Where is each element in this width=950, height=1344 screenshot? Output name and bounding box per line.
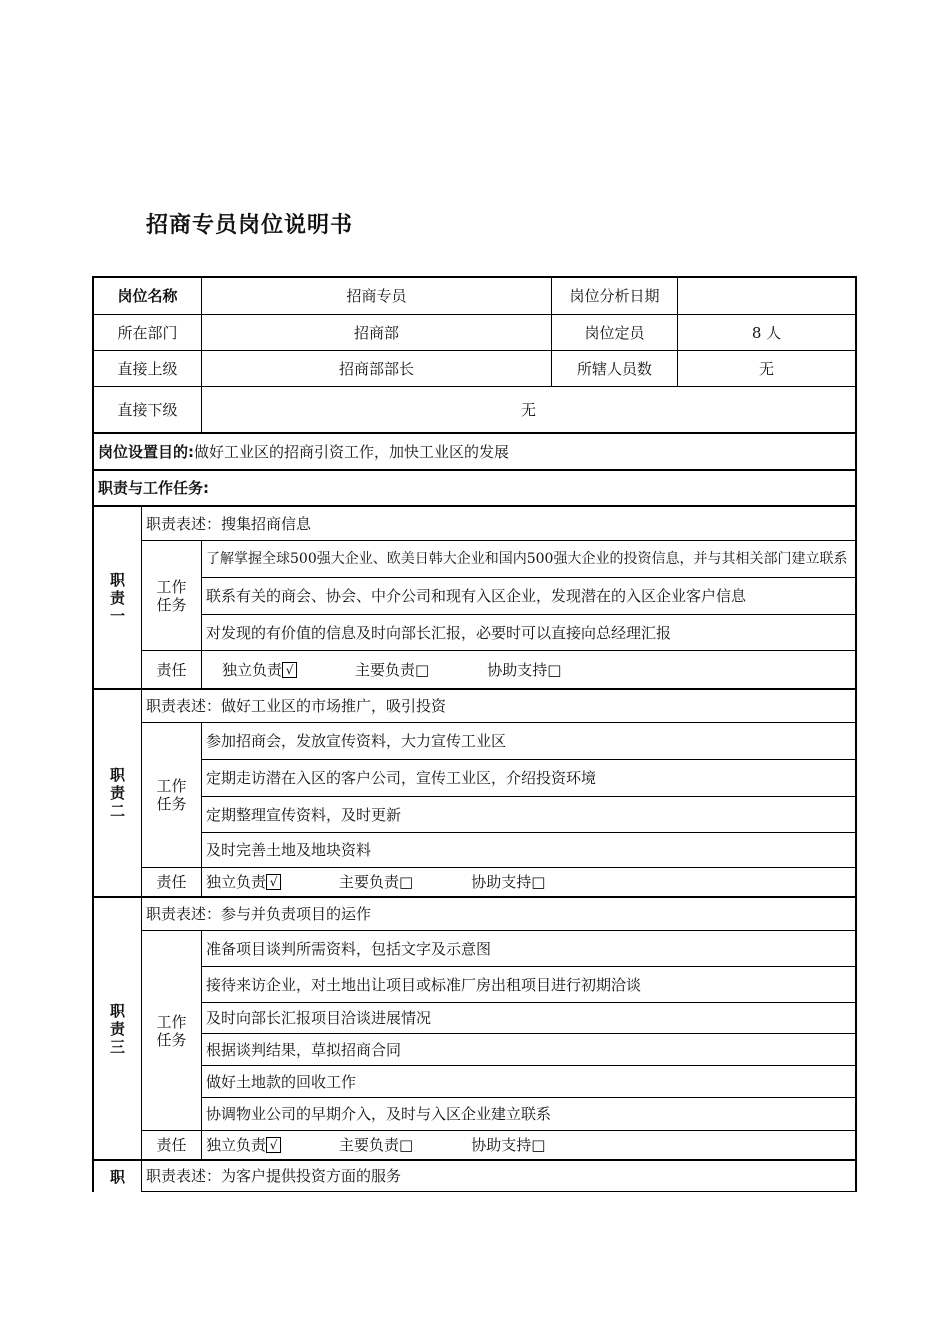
dept-label: 所在部门 bbox=[94, 314, 201, 350]
post-name-value: 招商专员 bbox=[201, 278, 551, 314]
subordinates-count-label: 所辖人员数 bbox=[551, 350, 677, 386]
analysis-date-label: 岗位分析日期 bbox=[551, 278, 677, 314]
duty-2-task-label: 工作 任务 bbox=[141, 722, 201, 867]
opt-main: 主要负责 bbox=[339, 1136, 400, 1154]
duty-3-name: 职 责 三 bbox=[94, 896, 141, 1159]
opt-main: 主要负责 bbox=[339, 873, 400, 891]
duty-3-resp-label: 责任 bbox=[141, 1130, 201, 1159]
opt-independent: 独立负责 bbox=[222, 660, 283, 679]
opt-assist: 协助支持 bbox=[487, 660, 548, 679]
duty-4-statement: 职责表述：为客户提供投资方面的服务 bbox=[141, 1159, 855, 1192]
duties-heading: 职责与工作任务: bbox=[94, 469, 855, 505]
duty-2-task-3: 定期整理宣传资料，及时更新 bbox=[201, 796, 855, 832]
duty-3-task-4: 根据谈判结果，草拟招商合同 bbox=[201, 1033, 855, 1065]
opt-assist: 协助支持 bbox=[471, 1136, 532, 1154]
job-description-table bbox=[92, 276, 857, 1192]
checkbox-checked-icon: √ bbox=[266, 874, 281, 890]
duty-2-name: 职 责 二 bbox=[94, 688, 141, 896]
duty-3-task-label: 工作 任务 bbox=[141, 930, 201, 1130]
duty-2-resp-label: 责任 bbox=[141, 867, 201, 896]
duty-4-name: 职 bbox=[94, 1159, 141, 1192]
duty-3-task-1: 准备项目谈判所需资料，包括文字及示意图 bbox=[201, 930, 855, 966]
opt-assist: 协助支持 bbox=[471, 873, 532, 891]
checkbox-empty-icon: □ bbox=[399, 1136, 414, 1154]
duty-3-task-5: 做好土地款的回收工作 bbox=[201, 1065, 855, 1097]
duty-2-task-4: 及时完善土地及地块资料 bbox=[201, 832, 855, 867]
page-title: 招商专员岗位说明书 bbox=[146, 213, 354, 238]
duty-3-task-3: 及时向部长汇报项目洽谈进展情况 bbox=[201, 1002, 855, 1033]
duty-1-resp-options bbox=[201, 650, 855, 688]
duty-1-task-3: 对发现的有价值的信息及时向部长汇报，必要时可以直接向总经理汇报 bbox=[201, 614, 855, 650]
subordinates-count-value: 无 bbox=[677, 350, 855, 386]
subordinate-label: 直接下级 bbox=[94, 386, 201, 432]
opt-independent: 独立负责 bbox=[206, 1136, 267, 1154]
opt-independent: 独立负责 bbox=[206, 873, 267, 891]
headcount-value: 8 人 bbox=[677, 314, 855, 350]
checkbox-empty-icon: □ bbox=[531, 873, 546, 891]
headcount-label: 岗位定员 bbox=[551, 314, 677, 350]
opt-main: 主要负责 bbox=[355, 660, 416, 679]
duty-3-task-6: 协调物业公司的早期介入，及时与入区企业建立联系 bbox=[201, 1097, 855, 1130]
duty-3-statement: 职责表述：参与并负责项目的运作 bbox=[141, 896, 855, 930]
analysis-date-value bbox=[677, 278, 855, 314]
duty-1-task-1: 了解掌握全球500强大企业、欧美日韩大企业和国内500强大企业的投资信息，并与其相关部门建立联系 bbox=[201, 540, 855, 577]
superior-value: 招商部部长 bbox=[201, 350, 551, 386]
duty-3-resp-options bbox=[201, 1130, 855, 1159]
duty-1-task-2: 联系有关的商会、协会、中介公司和现有入区企业，发现潜在的入区企业客户信息 bbox=[201, 577, 855, 614]
checkbox-checked-icon: √ bbox=[266, 1137, 281, 1153]
checkbox-empty-icon: □ bbox=[415, 660, 430, 679]
duty-1-resp-label: 责任 bbox=[141, 650, 201, 688]
duty-2-task-1: 参加招商会，发放宣传资料，大力宣传工业区 bbox=[201, 722, 855, 759]
superior-label: 直接上级 bbox=[94, 350, 201, 386]
duty-2-task-2: 定期走访潜在入区的客户公司，宣传工业区，介绍投资环境 bbox=[201, 759, 855, 796]
purpose-label: 岗位设置目的: bbox=[98, 442, 194, 461]
checkbox-checked-icon: √ bbox=[282, 662, 297, 678]
purpose-row bbox=[94, 432, 855, 469]
duty-1-name: 职 责 一 bbox=[94, 505, 141, 688]
subordinate-value: 无 bbox=[201, 386, 855, 432]
duty-1-task-label: 工作 任务 bbox=[141, 540, 201, 650]
checkbox-empty-icon: □ bbox=[547, 660, 562, 679]
duty-3-task-2: 接待来访企业，对土地出让项目或标准厂房出租项目进行初期洽谈 bbox=[201, 966, 855, 1002]
checkbox-empty-icon: □ bbox=[399, 873, 414, 891]
duty-1-statement: 职责表述：搜集招商信息 bbox=[141, 505, 855, 540]
purpose-text: 做好工业区的招商引资工作，加快工业区的发展 bbox=[194, 442, 510, 461]
post-name-label: 岗位名称 bbox=[117, 287, 178, 305]
duty-2-statement: 职责表述：做好工业区的市场推广，吸引投资 bbox=[141, 688, 855, 722]
checkbox-empty-icon: □ bbox=[531, 1136, 546, 1154]
dept-value: 招商部 bbox=[201, 314, 551, 350]
duty-2-resp-options bbox=[201, 867, 855, 896]
